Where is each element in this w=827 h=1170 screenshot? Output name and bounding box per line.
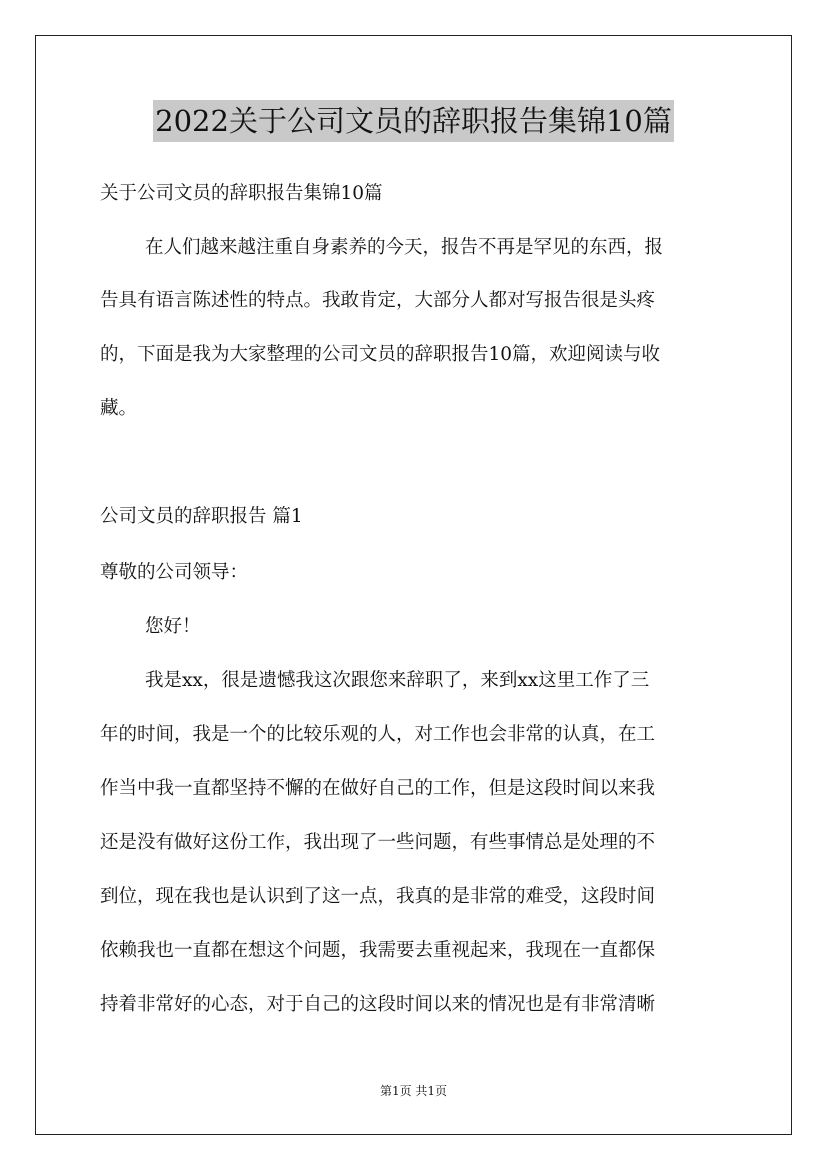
body-line: 到位，现在我也是认识到了这一点，我真的是非常的难受，这段时间 bbox=[100, 886, 656, 907]
intro-line: 藏。 bbox=[100, 398, 138, 419]
intro-line: 的，下面是我为大家整理的公司文员的辞职报告10篇，欢迎阅读与收 bbox=[100, 344, 661, 365]
section-heading: 公司文员的辞职报告 篇1 bbox=[100, 506, 303, 527]
body-line: 还是没有做好这份工作，我出现了一些问题，有些事情总是处理的不 bbox=[100, 832, 656, 853]
body-line: 作当中我一直都坚持不懈的在做好自己的工作，但是这段时间以来我 bbox=[100, 778, 656, 799]
document-subtitle: 关于公司文员的辞职报告集锦10篇 bbox=[100, 183, 383, 204]
page-footer: 第1页 共1页 bbox=[379, 1084, 448, 1098]
body-line: 我是xx，很是遗憾我这次跟您来辞职了，来到xx这里工作了三 bbox=[145, 670, 650, 691]
body-line: 年的时间，我是一个的比较乐观的人，对工作也会非常的认真，在工 bbox=[100, 724, 656, 745]
body-line: 依赖我也一直都在想这个问题，我需要去重视起来，我现在一直都保 bbox=[100, 940, 656, 961]
document-title: 2022关于公司文员的辞职报告集锦10篇 bbox=[153, 100, 674, 142]
intro-line: 在人们越来越注重自身素养的今天，报告不再是罕见的东西，报 bbox=[145, 237, 664, 258]
body-line: 持着非常好的心态，对于自己的这段时间以来的情况也是有非常清晰 bbox=[100, 994, 656, 1015]
salutation: 尊敬的公司领导： bbox=[100, 562, 249, 583]
intro-line: 告具有语言陈述性的特点。我敢肯定，大部分人都对写报告很是头疼 bbox=[100, 290, 656, 311]
greeting: 您好！ bbox=[145, 616, 201, 637]
title-container bbox=[0, 100, 827, 142]
